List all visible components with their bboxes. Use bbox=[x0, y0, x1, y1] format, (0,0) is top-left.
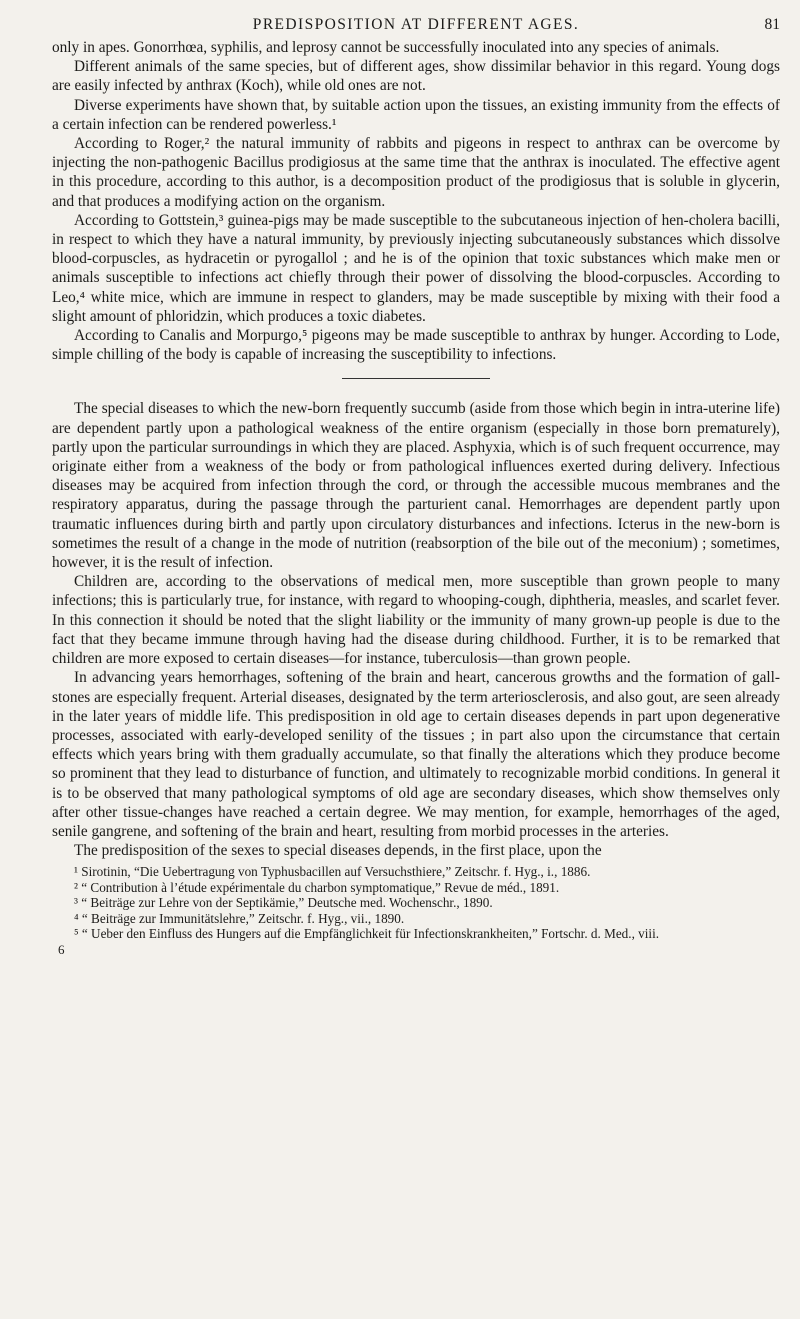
top-section bbox=[52, 38, 780, 364]
running-head bbox=[52, 12, 780, 38]
main-section bbox=[52, 399, 780, 860]
paragraph: Diverse experiments have shown that, by suitable action upon the tissues, an existing immunity from the effects of a certain infection can be rendered powerless.¹ bbox=[52, 96, 780, 133]
paragraph-advancing-years: In advancing years hemorrhages, softening of the brain and heart, cancerous growths and the formation of gall-stones are especially frequent. Arterial diseases, designated by the term arteriosclerosis, and also gout, are seen already in the later years of middle life. This predisposition in old age to certain diseases depends in part upon degenerative processes, associated with early-developed senility of the tissues ; in part also upon the circumstance that certain effects which years bring with them gradually accumulate, so that finally the alterations which they produce become so prominent that they lead to disturbance of function, and ultimately to recognizable morbid conditions. In general it is to be observed that many pathological symptoms of old age are secondary diseases, which show themselves only after other tissue-changes have reached a certain degree. We may mention, for example, hemorrhages of the aged, senile gangrene, and softening of the brain and heart, resulting from morbid processes in the arteries. bbox=[52, 669, 780, 840]
paragraph: Different animals of the same species, but of different ages, show dissimilar behavior in this regard. Young dogs are easily infected by anthrax (Koch), while old ones are not. bbox=[52, 58, 780, 95]
footnotes bbox=[52, 864, 780, 958]
section-divider bbox=[342, 378, 490, 379]
footnote: ² “ Contribution à l’étude expérimentale du charbon symptomatique,” Revue de méd., 1891. bbox=[74, 879, 560, 895]
footnote: ³ “ Beiträge zur Lehre von der Septikämie,” Deutsche med. Wochenschr., 1890. bbox=[74, 895, 493, 911]
paragraph: According to Gottstein,³ guinea-pigs may be made susceptible to the subcutaneous injection of hen-cholera bacilli, in respect to which they have a natural immunity, by previously injecting subcutaneously substances which dissolve blood-corpuscles, as hydracetin or pyrogallol ; and he is of the opinion that toxic substances which make men or animals susceptible to infections act chiefly through their power of dissolving the blood-corpuscles. According to Leo,⁴ white mice, which are immune in respect to glanders, may be made susceptible by mixing with their food a slight amount of phloridzin, which produces a toxic diabetes. bbox=[52, 211, 780, 325]
paragraph: According to Canalis and Morpurgo,⁵ pigeons may be made susceptible to anthrax by hunger. According to Lode, simple chilling of the body is capable of increasing the susceptibility to infections. bbox=[52, 327, 780, 364]
page-number: 81 bbox=[764, 16, 780, 33]
footnote: ⁵ “ Ueber den Einfluss des Hungers auf die Empfänglichkeit für Infectionskrankheiten,” Fortschr. d. Med., viii. bbox=[74, 925, 660, 941]
paragraph-newborn: The special diseases to which the new-born frequently succumb (aside from those which begin in intra-uterine life) are dependent partly upon a pathological weakness of the entire organism (especially in those born prematurely), partly upon the particular surroundings in which they are placed. Asphyxia, which is of such frequent occurrence, may originate either from a weakness of the body or from pathological influences exerted during delivery. Infectious diseases may be acquired from infection through the cord, or through the accessible mucous membranes and the respiratory apparatus, during the passage through the parturient canal. Hemorrhages are dependent partly upon traumatic influences during birth and partly upon circulatory disturbances and infections. Icterus in the new-born is sometimes the result of a change in the mode of nutrition (reabsorption of the bile out of the meconium) ; sometimes, however, it is the result of infection. bbox=[52, 400, 780, 572]
footnote: ⁴ “ Beiträge zur Immunitätslehre,” Zeitschr. f. Hyg., vii., 1890. bbox=[74, 910, 405, 926]
paragraph: only in apes. Gonorrhœa, syphilis, and leprosy cannot be successfully inoculated into any species of animals. bbox=[52, 39, 720, 56]
signature-mark: 6 bbox=[58, 942, 65, 958]
footnote: ¹ Sirotinin, “Die Uebertragung von Typhusbacillen auf Versuchsthiere,” Zeitschr. f. Hyg., i., 1886. bbox=[74, 864, 591, 880]
paragraph: According to Roger,² the natural immunity of rabbits and pigeons in respect to anthrax can be overcome by injecting the non-pathogenic Bacillus prodigiosus at the same time that the anthrax is inoculated. The effective agent in this procedure, according to this author, is a decomposition product of the prodigiosus that is soluble in glycerin, and that produces a modifying action on the organism. bbox=[52, 135, 780, 210]
paragraph-children: Children are, according to the observations of medical men, more susceptible than grown people to many infections; this is particularly true, for instance, with regard to whooping-cough, diphtheria, measles, and scarlet fever. In this connection it should be noted that the slight liability or the immunity of many grown-up people is due to the fact that they became immune through having had the disease during childhood. Further, it is to be remarked that children are more exposed to certain diseases—for instance, tuberculosis—than grown people. bbox=[52, 573, 780, 668]
paragraph-sexes: The predisposition of the sexes to special diseases depends, in the first place, upon the bbox=[74, 842, 602, 860]
book-page bbox=[52, 12, 780, 958]
running-head-title: PREDISPOSITION AT DIFFERENT AGES. bbox=[252, 16, 580, 33]
